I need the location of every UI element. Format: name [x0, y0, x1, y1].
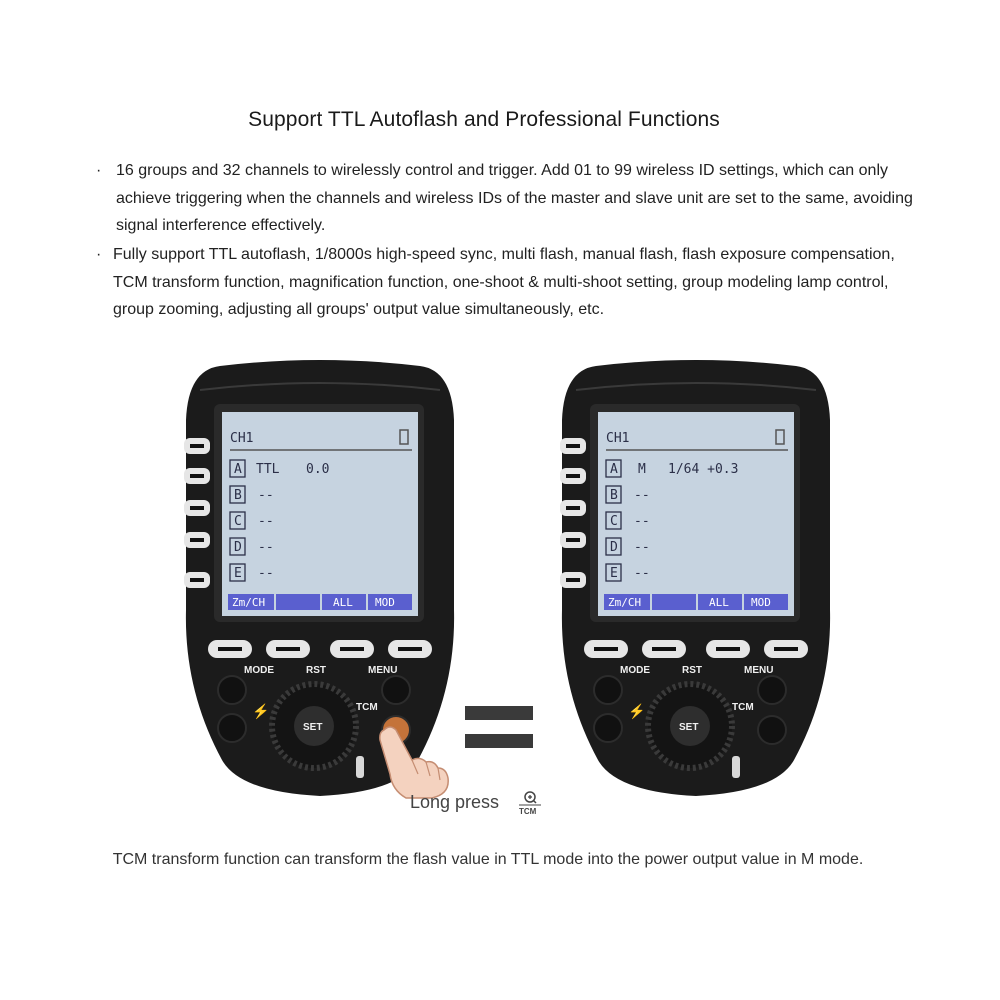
svg-text:E: E — [610, 566, 618, 581]
svg-text:--: -- — [634, 514, 650, 529]
svg-text:--: -- — [634, 488, 650, 503]
bullet-marker: · — [96, 162, 102, 179]
equals-bar-bottom — [465, 734, 533, 748]
svg-text:RST: RST — [306, 665, 326, 676]
bullet-marker: · — [96, 246, 102, 263]
svg-text:--: -- — [258, 540, 274, 555]
svg-text:⚡: ⚡ — [628, 703, 646, 719]
svg-text:SET: SET — [679, 722, 699, 733]
svg-text:D: D — [610, 540, 618, 555]
flash-trigger-right — [556, 360, 836, 800]
svg-text:D: D — [234, 540, 242, 555]
svg-text:TCM: TCM — [356, 702, 378, 713]
bullet-text: Fully support TTL autoflash, 1/8000s high-speed sync, multi flash, manual flash, flash exposure compensation, TCM transform function, magnification function, one-shoot & multi-shoot setting, group modeling lamp control, group zooming, adjusting all groups' output value simultaneously, etc. — [113, 246, 895, 318]
svg-text:Zm/CH: Zm/CH — [608, 596, 642, 609]
svg-text:Zm/CH: Zm/CH — [232, 596, 266, 609]
svg-text:B: B — [610, 488, 618, 503]
svg-text:SET: SET — [303, 722, 323, 733]
svg-text:TTL: TTL — [256, 462, 280, 477]
svg-text:MODE: MODE — [244, 665, 274, 676]
svg-text:--: -- — [258, 566, 274, 581]
svg-text:A: A — [234, 462, 242, 477]
svg-text:MOD: MOD — [751, 596, 771, 609]
svg-text:TCM: TCM — [519, 807, 537, 816]
svg-text:MENU: MENU — [368, 665, 398, 676]
svg-text:MENU: MENU — [744, 665, 774, 676]
feature-bullet-1 — [96, 157, 916, 240]
pointing-hand-icon — [376, 720, 456, 800]
feature-bullet-2 — [96, 241, 916, 324]
channel-label: CH1 — [230, 431, 254, 446]
svg-text:C: C — [610, 514, 618, 529]
svg-text:TCM: TCM — [732, 702, 754, 713]
svg-text:MODE: MODE — [620, 665, 650, 676]
svg-text:ALL: ALL — [333, 596, 353, 609]
page-title: Support TTL Autoflash and Professional Functions — [248, 108, 720, 131]
svg-text:ALL: ALL — [709, 596, 729, 609]
svg-text:A: A — [610, 462, 618, 477]
svg-text:E: E — [234, 566, 242, 581]
svg-text:⚡: ⚡ — [252, 703, 270, 719]
svg-text:C: C — [234, 514, 242, 529]
svg-text:--: -- — [634, 540, 650, 555]
svg-text:MOD: MOD — [375, 596, 395, 609]
svg-text:RST: RST — [682, 665, 702, 676]
equals-bar-top — [465, 706, 533, 720]
caption-footer: TCM transform function can transform the flash value in TTL mode into the power output value in M mode. — [112, 851, 864, 868]
bullet-text: 16 groups and 32 channels to wirelessly control and trigger. Add 01 to 99 wireless ID settings, which can only achieve triggering when the channels and wireless IDs of the master and slave unit are set to the same, avoiding signal interference effectively. — [116, 162, 913, 234]
tcm-magnify-icon — [515, 790, 545, 816]
svg-text:--: -- — [258, 488, 274, 503]
svg-text:M: M — [638, 462, 646, 477]
svg-text:--: -- — [634, 566, 650, 581]
svg-text:B: B — [234, 488, 242, 503]
svg-text:0.0: 0.0 — [306, 462, 330, 477]
softkey-bar — [228, 594, 412, 610]
svg-text:1/64 +0.3: 1/64 +0.3 — [668, 462, 739, 477]
softkey-bar — [604, 594, 788, 610]
channel-label: CH1 — [606, 431, 630, 446]
svg-text:--: -- — [258, 514, 274, 529]
long-press-label: Long press — [410, 792, 500, 812]
